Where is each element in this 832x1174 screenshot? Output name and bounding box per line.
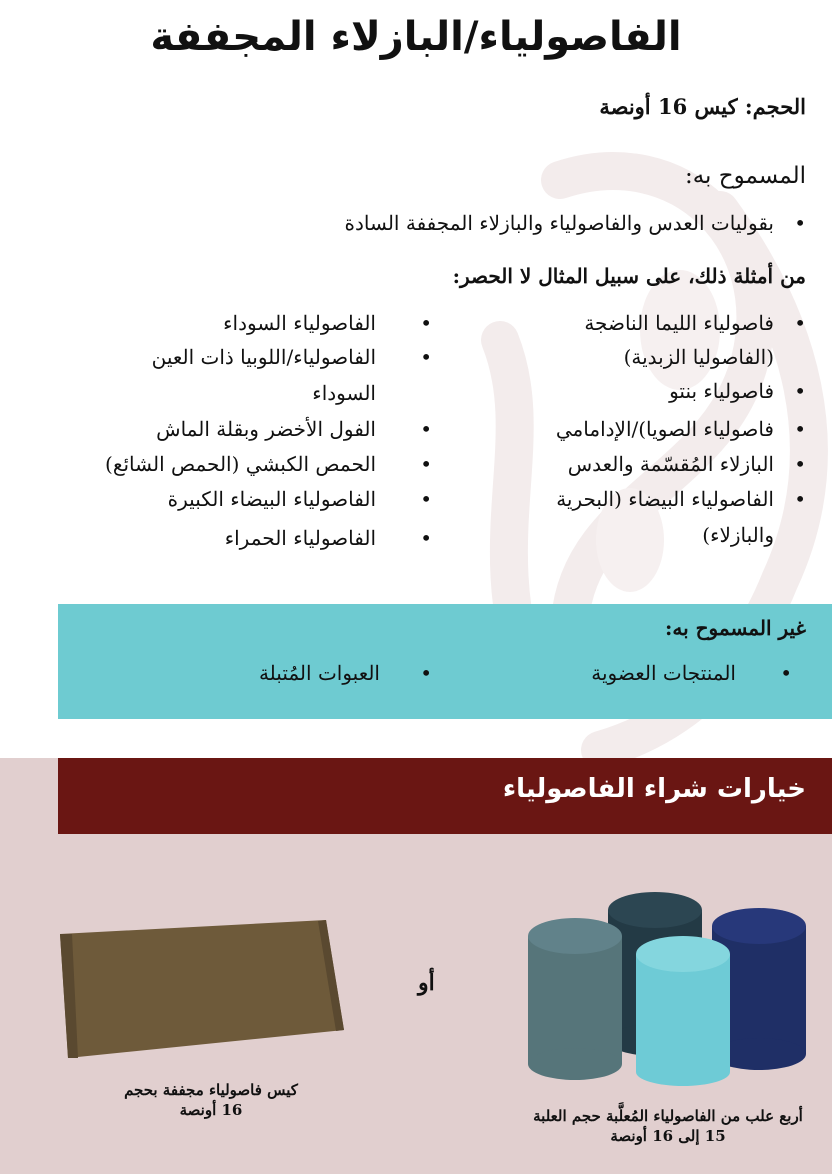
bag-caption: كيس فاصولياء مجففة بحجم 16 أونصة [124, 1081, 298, 1119]
example-item: • الفاصولياء السوداء [32, 306, 432, 340]
cans-caption: أربع علب من الفاصولياء المُعلَّبة حجم العلبة 15 إلى 16 أونصة [533, 1107, 803, 1145]
example-item: • فاصولياء بنتو [426, 374, 806, 408]
bullet-icon: • [420, 487, 432, 511]
bag-body [60, 920, 344, 1058]
purchase-options-heading: خيارات شراء الفاصولياء [502, 774, 806, 804]
allowed-item: • بقوليات العدس والفاصولياء والبازلاء المجففة السادة [246, 206, 806, 240]
bullet-icon: • [780, 661, 792, 685]
bullet-icon: • [420, 661, 432, 685]
bullet-icon: • [420, 452, 432, 476]
or-label: أو [418, 970, 435, 996]
dry-bean-bag-illustration [56, 912, 346, 1064]
package-size: الحجم: كيس 16 أونصة [599, 94, 806, 119]
bullet-icon: • [794, 452, 806, 476]
can-light [636, 936, 730, 1086]
not-allowed-heading: غير المسموح به: [665, 616, 806, 640]
allowed-heading: المسموح به: [684, 163, 806, 189]
bullet-icon: • [420, 417, 432, 441]
page-title: الفاصولياء/البازلاء المجففة [150, 14, 682, 60]
example-item: • الفول الأخضر وبقلة الماش [32, 412, 432, 446]
not-allowed-item: • المنتجات العضوية [492, 656, 792, 690]
example-item: • الفاصولياء/اللوبيا ذات العين السوداء [32, 340, 432, 410]
example-item: • فاصولياء الصويا)/الإدامامي [426, 412, 806, 446]
example-item: • فاصولياء الليما الناضجة (الفاصوليا الزبدية) [426, 306, 806, 376]
bullet-icon: • [794, 311, 806, 335]
not-allowed-item: • العبوات المُتبلة [132, 656, 432, 690]
example-item: • البازلاء المُقسّمة والعدس [426, 447, 806, 481]
bullet-icon: • [420, 311, 432, 335]
bullet-icon: • [794, 417, 806, 441]
canned-beans-illustration [520, 888, 812, 1088]
example-item: • الفاصولياء البيضاء (البحرية والبازلاء) [426, 482, 806, 552]
bullet-icon: • [420, 526, 432, 550]
bullet-icon: • [794, 211, 806, 235]
bullet-icon: • [794, 379, 806, 403]
bullet-icon: • [420, 345, 432, 369]
can-gray [528, 918, 622, 1080]
example-item: • الحمص الكبشي (الحمص الشائع) [32, 447, 432, 481]
example-item: • الفاصولياء الحمراء [32, 521, 432, 555]
bullet-icon: • [794, 487, 806, 511]
examples-heading: من أمثلة ذلك، على سبيل المثال لا الحصر: [452, 264, 806, 288]
example-item: • الفاصولياء البيضاء الكبيرة [32, 482, 432, 516]
